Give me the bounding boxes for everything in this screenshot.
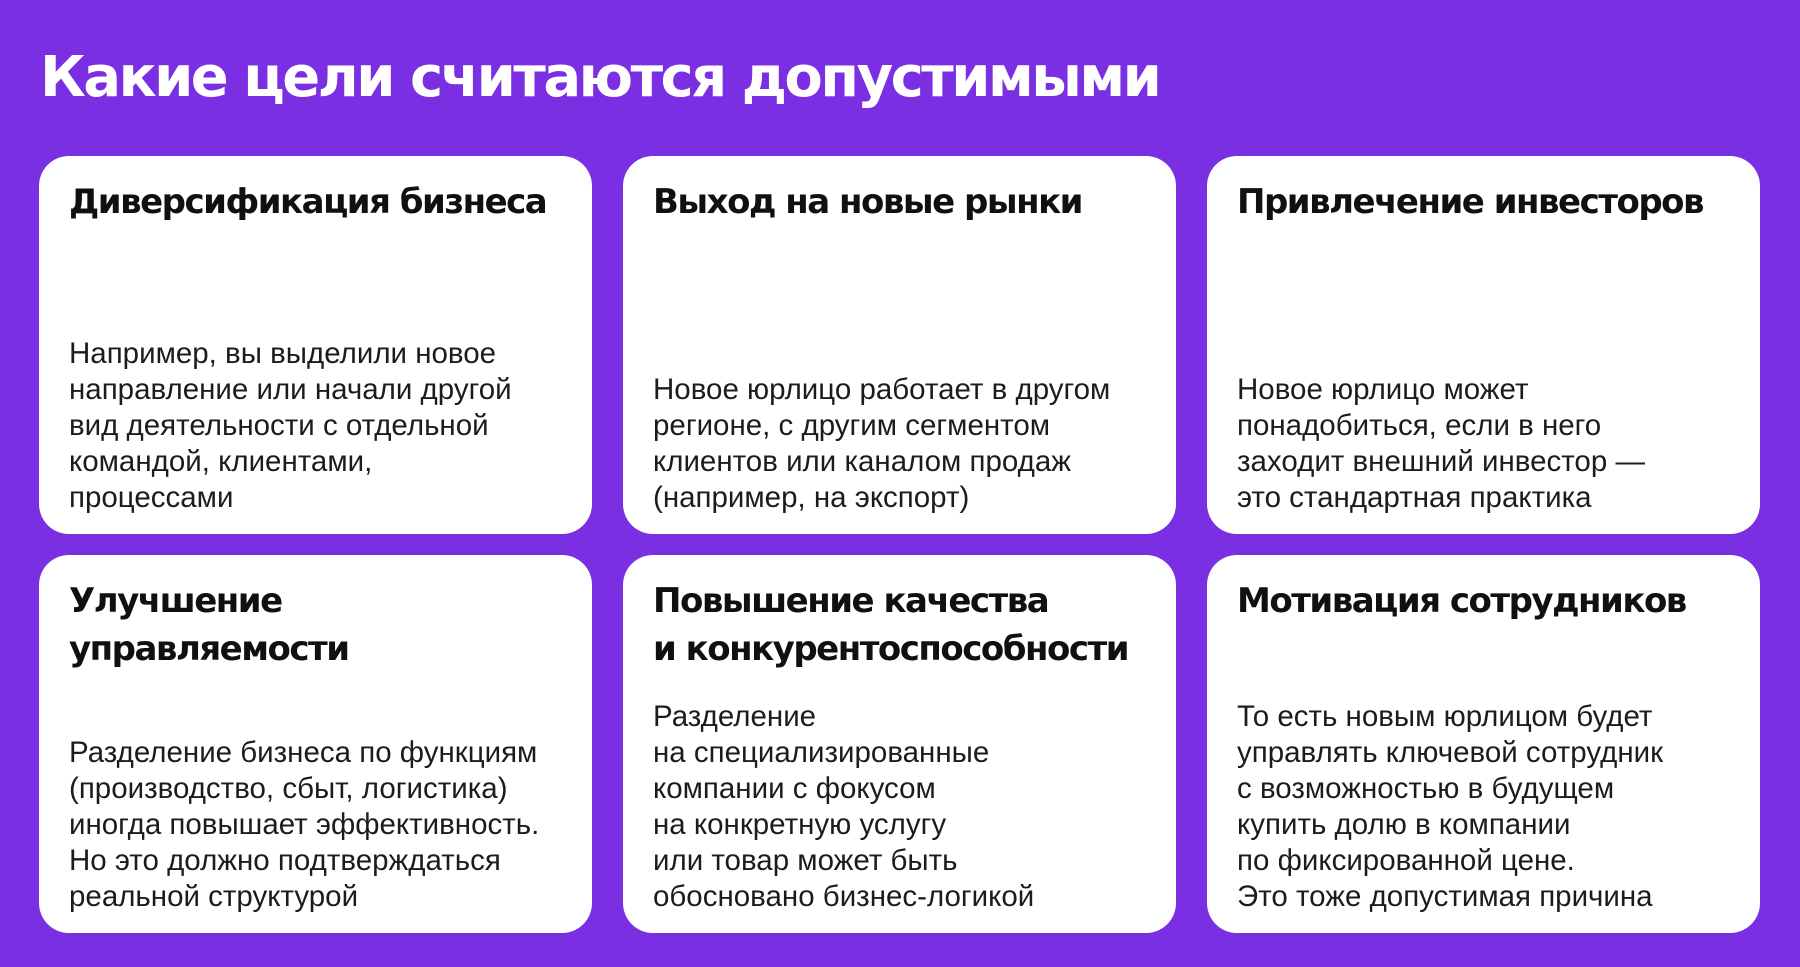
card-title: Мотивация сотрудников	[1237, 581, 1686, 621]
card-title: Улучшение управляемости	[69, 581, 349, 669]
card-body: Разделение бизнеса по функциям (производство, сбыт, логистика) иногда повышает эффективность. Но это должно подтверждаться реальной структурой	[69, 736, 540, 913]
card-title: Повышение качества и конкурентоспособности	[653, 581, 1129, 669]
page-title: Какие цели считаются допустимыми	[40, 45, 1160, 110]
card-body: Например, вы выделили новое направление или начали другой вид деятельности с отдельной командой, клиентами, процессами	[69, 337, 512, 514]
card-manageability	[39, 555, 592, 933]
goals-grid	[39, 156, 1760, 933]
card-new-markets	[623, 156, 1176, 534]
card-title: Выход на новые рынки	[653, 182, 1082, 222]
card-title: Привлечение инвесторов	[1237, 182, 1704, 222]
card-motivation	[1207, 555, 1760, 933]
card-investors	[1207, 156, 1760, 534]
card-quality	[623, 555, 1176, 933]
card-diversification	[39, 156, 592, 534]
card-body: Новое юрлицо может понадобиться, если в него заходит внешний инвестор — это стандартная практика	[1237, 373, 1645, 514]
card-title: Диверсификация бизнеса	[69, 182, 547, 222]
card-body: То есть новым юрлицом будет управлять ключевой сотрудник с возможностью в будущем купить долю в компании по фиксированной цене. Это тоже допустимая причина	[1237, 700, 1664, 913]
card-body: Новое юрлицо работает в другом регионе, с другим сегментом клиентов или каналом продаж (например, на экспорт)	[653, 373, 1111, 514]
card-body: Разделение на специализированные компании с фокусом на конкретную услугу или товар может быть обосновано бизнес-логикой	[653, 700, 1035, 913]
